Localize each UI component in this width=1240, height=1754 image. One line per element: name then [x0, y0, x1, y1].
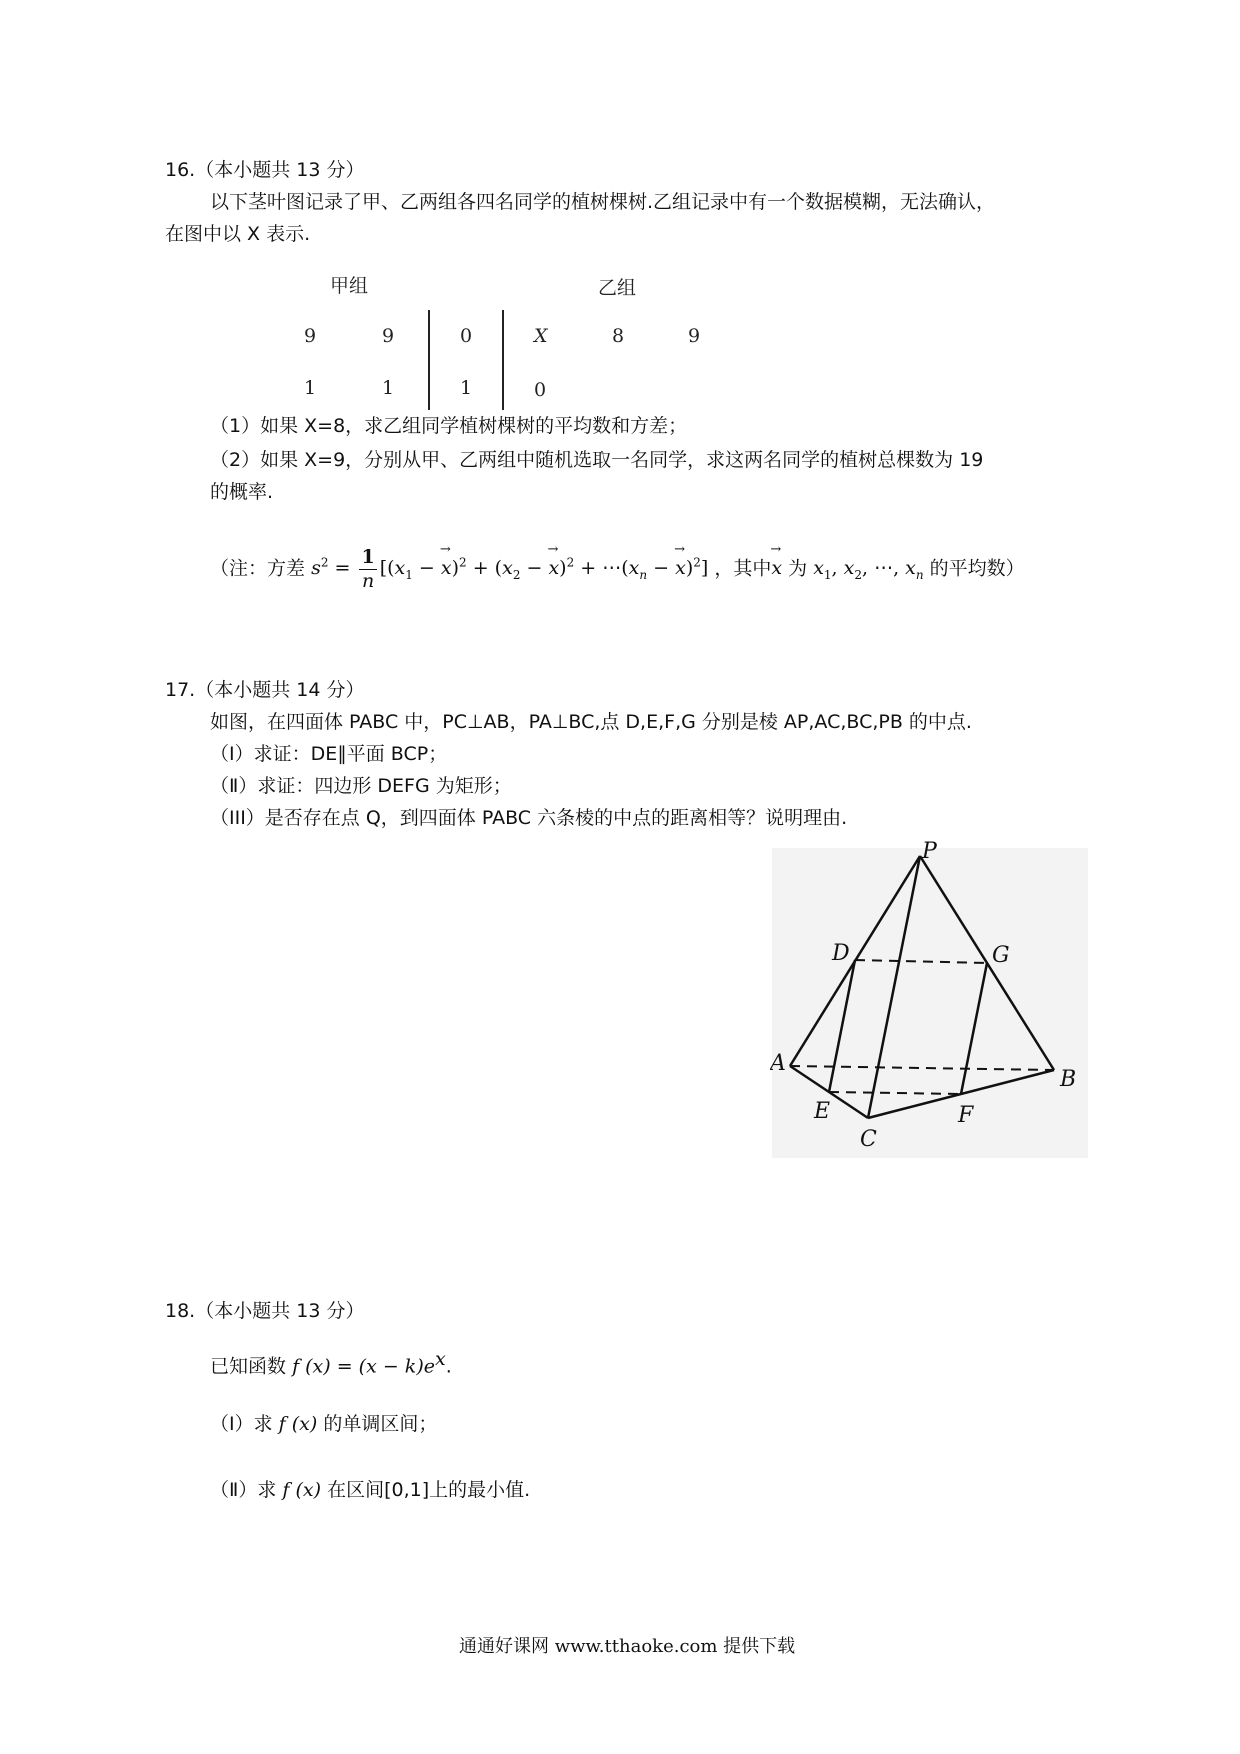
q17-part3: （III）是否存在点 Q，到四面体 PABC 六条棱的中点的距离相等？说明理由.	[210, 807, 848, 829]
q18-heading: 18.（本小题共 13 分）	[165, 1300, 365, 1322]
q16-intro-line2: 在图中以 X 表示.	[165, 223, 311, 245]
stem-r2: 1	[460, 377, 473, 399]
q18-part2	[210, 1476, 530, 1505]
q16-part2-line2: 的概率.	[210, 481, 274, 503]
leaf-right-r1-x: X	[534, 325, 548, 347]
stem-divider-right	[502, 310, 504, 410]
mean-symbol: → x	[771, 554, 782, 583]
label-E: E	[814, 1099, 831, 1124]
note-middle: ，其中	[714, 557, 772, 580]
label-G: G	[992, 943, 1010, 968]
sample-list: $x_1$, $x_2$, ⋯, $x_n$	[813, 557, 924, 583]
q18-intro: 已知函数 f $(x) = (x - k)e^x$.	[210, 1348, 452, 1378]
variance-fraction	[359, 546, 376, 593]
q17-heading: 17.（本小题共 14 分）	[165, 679, 365, 701]
q16-part2-line1: （2）如果 X=9，分别从甲、乙两组中随机选取一名同学，求这两名同学的植树总棵数为 19	[210, 449, 984, 471]
q17-intro: 如图，在四面体 PABC 中，PC⊥AB，PA⊥BC,点 D,E,F,G 分别是棱 AP,AC,BC,PB 的中点.	[210, 711, 972, 733]
leaf-right-r1-c: 9	[688, 325, 701, 347]
label-P: P	[922, 839, 937, 864]
leaf-right-r2-a: 0	[534, 379, 547, 401]
tetrahedron-figure	[770, 838, 1090, 1158]
note-prefix: （注：方差	[210, 557, 306, 580]
note-end: 的平均数）	[929, 557, 1025, 580]
stem-r1: 0	[460, 325, 473, 347]
q17-part2: （Ⅱ）求证：四边形 DEFG 为矩形；	[210, 775, 512, 797]
leaf-left-r2-a: 1	[304, 377, 317, 399]
q18-part1-suffix: 的单调区间；	[323, 1413, 438, 1435]
q18-function-formula: f (x) = (x − k)e	[292, 1355, 435, 1378]
q16-intro-line1: 以下茎叶图记录了甲、乙两组各四名同学的植树棵树.乙组记录中有一个数据模糊，无法确认，	[210, 191, 996, 213]
group-jia-label: 甲组	[330, 275, 369, 297]
label-F: F	[958, 1103, 974, 1128]
variance-note	[210, 546, 1025, 593]
q18-intro-prefix: 已知函数	[210, 1355, 287, 1378]
q16-part1: （1）如果 X=8，求乙组同学植树棵树的平均数和方差；	[210, 415, 688, 437]
leaf-left-r1-a: 9	[304, 325, 317, 347]
q16-heading: 16.（本小题共 13 分）	[165, 159, 365, 181]
label-A: A	[770, 1051, 786, 1076]
note-suffix-word: 为	[788, 557, 808, 580]
label-B: B	[1060, 1067, 1077, 1092]
q18-part1-function: f (x)	[278, 1413, 318, 1435]
leaf-left-r2-b: 1	[382, 377, 395, 399]
label-D: D	[832, 941, 850, 966]
q17-part1: （Ⅰ）求证：DE∥平面 BCP；	[210, 743, 448, 765]
stem-divider-left	[428, 310, 430, 410]
q18-part2-prefix: （Ⅱ）求	[210, 1479, 277, 1501]
q18-part1	[210, 1410, 437, 1439]
q18-part2-suffix: 在区间[0,1]上的最小值.	[327, 1479, 531, 1501]
variance-formula: $s^2$ = $\frac{1}{n}$ [($x_1$ − → $x)^2 + (x_2$ − → $x)^2 + \cdots(x_n$ − → x)$^2$]	[311, 557, 714, 579]
q18-exponent: x	[434, 1348, 446, 1370]
frac-denominator: n	[361, 569, 375, 592]
label-C: C	[860, 1127, 877, 1152]
q18-part1-prefix: （Ⅰ）求	[210, 1413, 273, 1435]
q18-part2-function: f (x)	[282, 1479, 322, 1501]
frac-numerator: 1	[361, 546, 375, 568]
leaf-left-r1-b: 9	[382, 325, 395, 347]
page-footer: 通通好课网 www.tthaoke.com 提供下载	[459, 1636, 796, 1657]
leaf-right-r1-b: 8	[612, 325, 625, 347]
group-yi-label: 乙组	[598, 277, 637, 299]
